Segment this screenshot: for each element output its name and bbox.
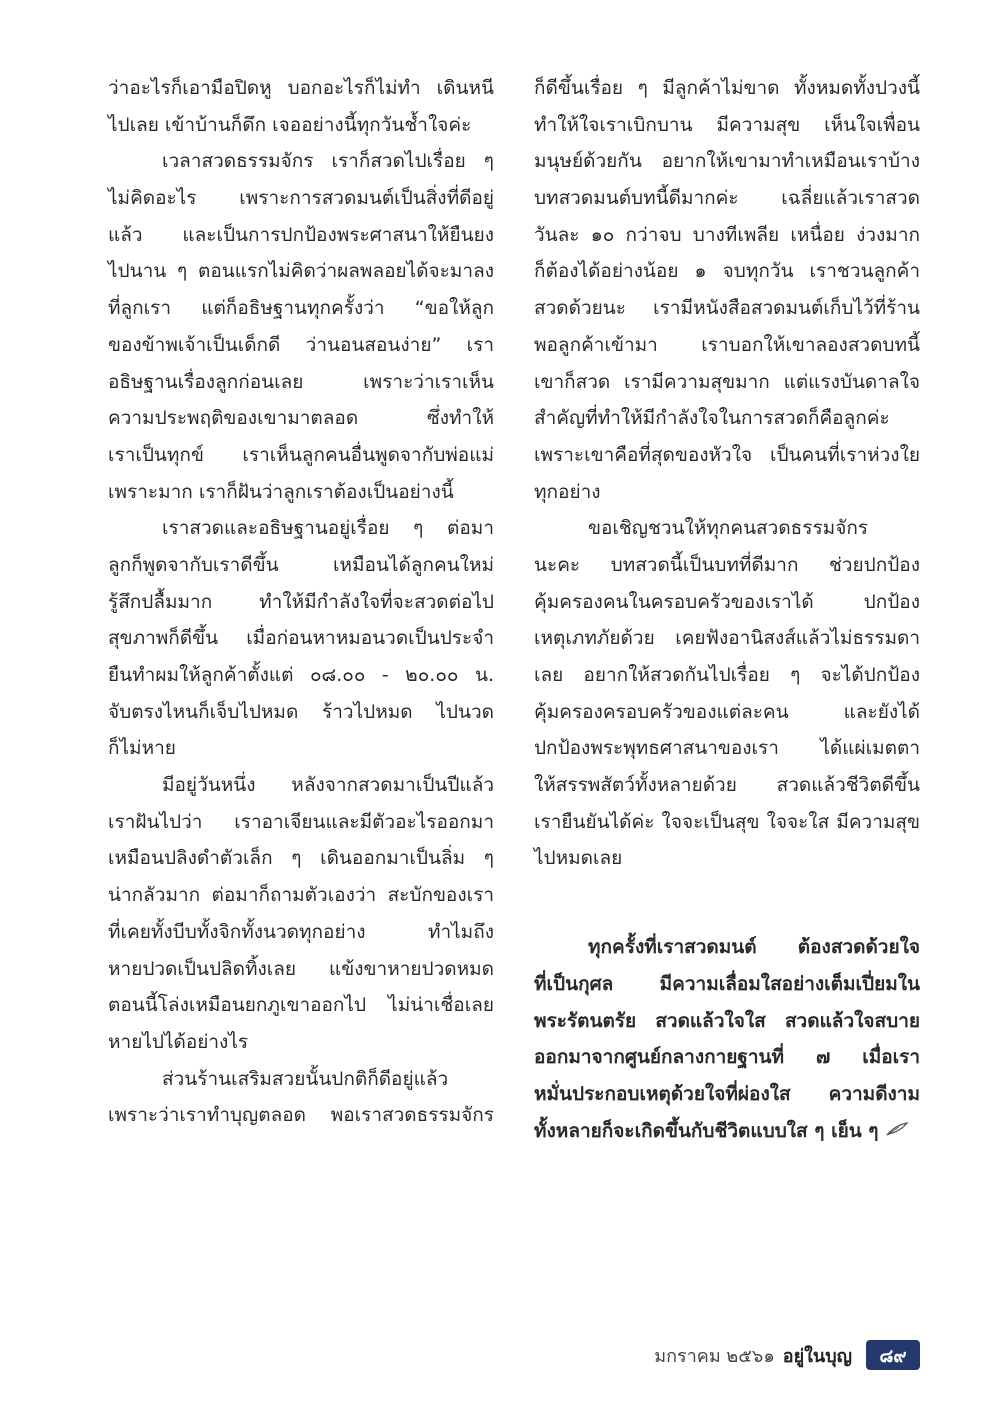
paragraph-start-line: เวลาสวดธรรมจักร เราก็สวดไปเรื่อย ๆ <box>162 150 494 173</box>
text-line: สำคัญที่ทำให้มีกำลังใจในการสวดก็คือลูกค่ะ <box>534 407 890 430</box>
text-line: ก็ดีขึ้นเรื่อย ๆ มีลูกค้าไม่ขาด ทั้งหมดทั้งปวงนี้ <box>534 77 920 99</box>
text-line: ปกป้องพระพุทธศาสนาของเรา ได้แผ่เมตตา <box>534 737 920 760</box>
feather-icon <box>885 1113 909 1150</box>
page-footer <box>640 1340 920 1370</box>
text-line: ก็ไม่หาย <box>108 737 176 760</box>
paragraph-start-line: ส่วนร้านเสริมสวยนั้นปกติก็ดีอยู่แล้ว <box>162 1067 449 1090</box>
text-line: แล้ว และเป็นการปกป้องพระศาสนาให้ยืนยง <box>108 223 494 246</box>
text-line: เราเป็นทุกข์ เราเห็นลูกคนอื่นพูดจากับพ่อแม่ <box>108 443 494 466</box>
text-line: พอลูกค้าเข้ามา เราบอกให้เขาลองสวดบทนี้ <box>534 333 920 356</box>
text-line: เพราะว่าเราทำบุญตลอด พอเราสวดธรรมจักร <box>108 1104 494 1127</box>
section-spacer <box>534 877 920 929</box>
text-line: ที่เคยทั้งบีบทั้งจิกทั้งนวดทุกอย่าง ทำไมถึง <box>108 920 494 943</box>
text-line: รู้สึกปลื้มมาก ทำให้มีกำลังใจที่จะสวดต่อไป <box>108 590 494 613</box>
text-line: ทำให้ใจเราเบิกบาน มีความสุข เห็นใจเพื่อน <box>534 113 920 136</box>
text-line: ไปเลย เข้าบ้านก็ดึก เจออย่างนี้ทุกวันช้ำใจค่ะ <box>108 113 472 136</box>
text-line: ไปหมดเลย <box>534 847 623 870</box>
issue-date: มกราคม ๒๕๖๑ <box>654 1345 775 1367</box>
text-line: หายไปได้อย่างไร <box>108 1030 249 1053</box>
closing-line: ที่เป็นกุศล มีความเลื่อมใสอย่างเต็มเปี่ยมใน <box>534 972 920 995</box>
text-line: คุ้มครองคนในครอบครัวของเราได้ ปกป้อง <box>534 590 920 613</box>
right-column <box>534 70 920 1149</box>
text-line: เราฝันไปว่า เราอาเจียนและมีตัวอะไรออกมา <box>108 810 494 833</box>
text-line: เพราะเขาคือที่สุดของหัวใจ เป็นคนที่เราห่วงใย <box>534 443 920 466</box>
text-line: ของข้าพเจ้าเป็นเด็กดี ว่านอนสอนง่าย” เรา <box>108 333 494 356</box>
closing-line: ออกมาจากศูนย์กลางกายฐานที่ ๗ เมื่อเรา <box>534 1046 920 1069</box>
closing-line: พระรัตนตรัย สวดแล้วใจใส สวดแล้วใจสบาย <box>534 1009 920 1032</box>
text-line: คุ้มครองครอบครัวของแต่ละคน และยังได้ <box>534 700 920 723</box>
text-line: ให้สรรพสัตว์ทั้งหลายด้วย สวดแล้วชีวิตดีขึ้น <box>534 774 920 797</box>
text-line: สุขภาพก็ดีขึ้น เมื่อก่อนหาหมอนวดเป็นประจำ <box>108 627 494 650</box>
closing-line: ทั้งหลายก็จะเกิดขึ้นกับชีวิตแบบใส ๆ เย็น ๆ <box>534 1119 879 1142</box>
text-line: เรายืนยันได้ค่ะ ใจจะเป็นสุข ใจจะใส มีความสุข <box>534 810 920 833</box>
text-line: เขาก็สวด เรามีความสุขมาก แต่แรงบันดาลใจ <box>534 370 920 393</box>
magazine-name: อยู่ในบุญ <box>782 1345 852 1367</box>
text-line: นะคะ บทสวดนี้เป็นบทที่ดีมาก ช่วยปกป้อง <box>534 553 920 576</box>
text-line: เหตุเภทภัยด้วย เคยฟังอานิสงส์แล้วไม่ธรรมดา <box>534 627 920 650</box>
text-line: น่ากลัวมาก ต่อมาก็ถามตัวเองว่า สะบักของเรา <box>108 884 494 907</box>
text-line: หายปวดเป็นปลิดทิ้งเลย แข้งขาหายปวดหมด <box>108 957 494 980</box>
text-line: เพราะมาก เราก็ฝันว่าลูกเราต้องเป็นอย่างนี้ <box>108 480 454 503</box>
text-line: ทุกอย่าง <box>534 480 601 503</box>
closing-line: ทุกครั้งที่เราสวดมนต์ ต้องสวดด้วยใจ <box>588 936 920 959</box>
paragraph-start-line: เราสวดและอธิษฐานอยู่เรื่อย ๆ ต่อมา <box>162 517 494 540</box>
text-line: ว่าอะไรก็เอามือปิดหู บอกอะไรก็ไม่ทำ เดินหนี <box>108 77 494 99</box>
text-line: สวดด้วยนะ เรามีหนังสือสวดมนต์เก็บไว้ที่ร้าน <box>534 297 920 320</box>
closing-line: หมั่นประกอบเหตุด้วยใจที่ผ่องใส ความดีงาม <box>534 1082 920 1105</box>
text-line: ตอนนี้โล่งเหมือนยกภูเขาออกไป ไม่น่าเชื่อเลย <box>108 994 494 1017</box>
text-line: บทสวดมนต์บทนี้ดีมากค่ะ เฉลี่ยแล้วเราสวด <box>534 187 920 210</box>
page-number: ๘๙ <box>866 1340 920 1370</box>
text-line: ยืนทำผมให้ลูกค้าตั้งแต่ ๐๘.๐๐ - ๒๐.๐๐ น. <box>108 664 494 686</box>
text-line: มนุษย์ด้วยกัน อยากให้เขามาทำเหมือนเราบ้าง <box>534 150 920 173</box>
text-line: ความประพฤติของเขามาตลอด ซึ่งทำให้ <box>108 407 494 430</box>
text-line: เลย อยากให้สวดกันไปเรื่อย ๆ จะได้ปกป้อง <box>534 664 920 686</box>
paragraph-start-line: มีอยู่วันหนึ่ง หลังจากสวดมาเป็นปีแล้ว <box>162 774 494 797</box>
text-line: ก็ต้องได้อย่างน้อย ๑ จบทุกวัน เราชวนลูกค้า <box>534 260 920 283</box>
text-line: อธิษฐานเรื่องลูกก่อนเลย เพราะว่าเราเห็น <box>108 370 494 393</box>
text-line: ที่ลูกเรา แต่ก็อธิษฐานทุกครั้งว่า “ขอให้ลูก <box>108 297 494 320</box>
text-line: ไปนาน ๆ ตอนแรกไม่คิดว่าผลพลอยได้จะมาลง <box>108 260 494 283</box>
closing-line-with-mark <box>534 1113 920 1150</box>
paragraph-start-line: ขอเชิญชวนให้ทุกคนสวดธรรมจักร <box>588 517 869 540</box>
text-line: ลูกก็พูดจากับเราดีขึ้น เหมือนได้ลูกคนใหม่ <box>108 553 494 576</box>
text-line: เหมือนปลิงดำตัวเล็ก ๆ เดินออกมาเป็นลิ่ม ๆ <box>108 847 494 870</box>
closing-paragraph <box>534 929 920 1149</box>
left-column <box>108 70 494 1134</box>
text-line: ไม่คิดอะไร เพราะการสวดมนต์เป็นสิ่งที่ดีอยู่ <box>108 187 494 210</box>
text-line: วันละ ๑๐ กว่าจบ บางทีเพลีย เหนื่อย ง่วงมาก <box>534 223 920 246</box>
text-line: จับตรงไหนก็เจ็บไปหมด ร้าวไปหมด ไปนวด <box>108 700 494 723</box>
